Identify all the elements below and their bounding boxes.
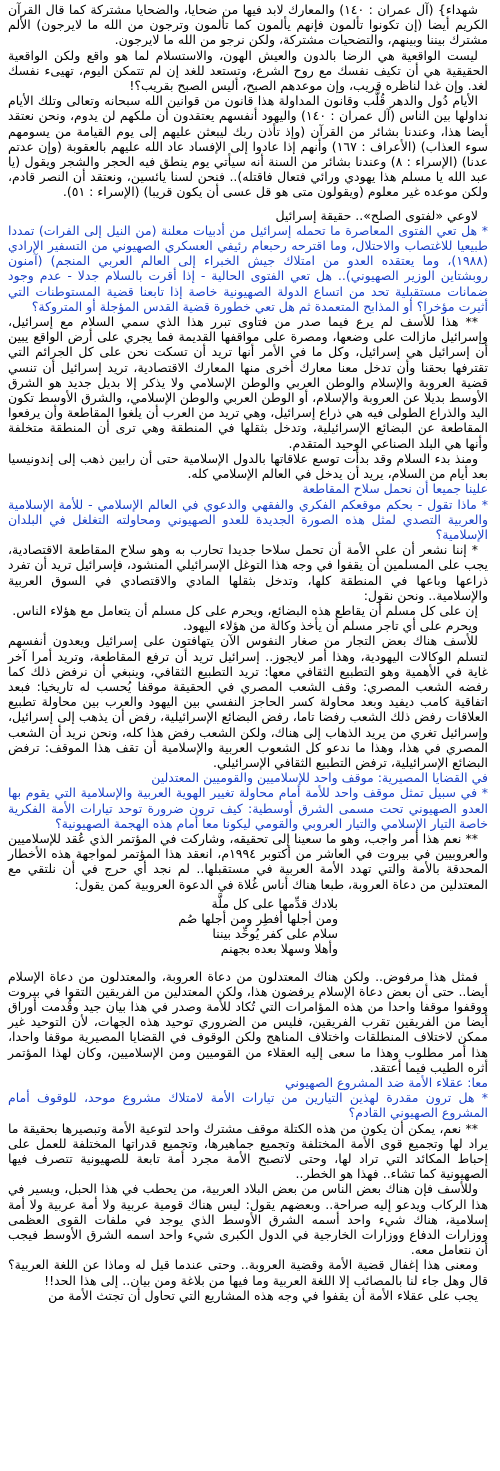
- body-paragraph: إن على كل مسلم أن يقاطع هذه البضائع، ويحرم على كل مسلم أن يتعامل مع هؤلاء الناس.: [12, 602, 478, 618]
- question-heading: * في سبيل تمثل موقف واحد للأمة أمام محاولة تغيير الهوية العربية والإسلامية التي يقوم بها العدو الصهيوني تحت مسمى الشرق أوسطية: كيف ترون ضرورة توحد تيارات الأمة الفكرية خاصة التيار الإسلامي والتيار العروبي والقومي ليكونا معا أمام هذه الهجمة الصهيونية؟: [8, 785, 488, 831]
- body-paragraph: شهداء} (آل عمران : ١٤٠) والمعارك لابد فيها من ضحايا، والضحايا مشتركة كما قال القرآن الكريم أيضا (إن تكونوا تألمون فإنهم يألمون كما تألمون وترجون من الله ما لايرجون) الألم مشترك بيننا وبينهم، والتضحيات مشتركة، ولكن نرجو من الله ما لايرجون.: [8, 2, 488, 48]
- body-paragraph: ** نعم، يمكن أن يكون من هذه الكتلة موقف مشترك واحد لتوعية الأمة وتبصيرها بحقيقة ما يراد لها وتجميع قوى الأمة المختلفة وتجميع جماهيرها، وتجميع قدراتها المختلفة للعمل على إحباط المكائد التي تراد لها، وحتى لاتصبح الأمة مجرد أمة تابعة للصهيونية تتصرف فيها الصهيونية كما تشاء.. فهذا هو الخطر..: [8, 1120, 488, 1182]
- body-paragraph: ** هذا للأسف لم يرع فيما صدر من فتاوى تبرر هذا الذي سمي السلام مع إسرائيل، وإسرائيل مازالت على وضعها، ومصرة على مواقفها القديمة فما يجري على أرض الواقع يبين أن إسرائيل هي إسرائيل، وكل ما في الأمر أنها تريد أن تسكت نحن على كل الجرائم التي تقترفها بحقنا وأن تدخل معنا معارك أخرى منها المعارك الاقتصادية، تريد إسرائيل أن تنسي قضية العروبة والإسلام والوطن العربي والوطن الإسلامي ولا يذكر إلا بديل جديد هو الشرق الأوسط بديلا عن العروبة والإسلام، أو الوطن العربي والوطن الإسلامي، والشرق الأوسط تكون اليد والذراع الطولى فيه هي ذراع إسرائيل، وهي تريد من العرب أن يلغوا المقاطعة وأن يرفعوا المقاطعة عن البضائع الإسرائيلية، وتدخل بثقلها في المنطقة وهي ترى أن المنطقة متخلفة وأنها هي البلد الصناعي الوحيد المتقدم.: [8, 314, 488, 451]
- question-heading: * هل تعي الفتوى المعاصرة ما تحمله إسرائيل من أدبيات معلنة (من النيل إلى الفرات) تمددا طبيعيا للاغتصاب والاحتلال، وما اقترحه رحبعام رئيفي العسكري الصهيوني من التسفير الإرادي (١٩٨٨)، وما يعتقده العدو من امتلاك جيش الخبراء إلى العالم العربي المنجم) (آمنون روبشتاين الوزير الصهيوني).. هل تعي الفتوى الحالية - إذا أقرت بالسلام جدلا - عدم وجود ضمانات مستقبلية تحد من اتساع الدولة الصهيونية خاصة إذا تابعنا قضية المستوطنات التي أثيرت مؤخرا؟ أو المذابح المتعمدة ثم هل تعي خطورة قضية القدس المؤجلة أو المتروكة؟: [8, 222, 488, 314]
- body-paragraph: ويحرم على أي تاجر مسلم أن يأخذ وكالة من هؤلاء اليهود.: [182, 618, 478, 634]
- spacer: [8, 961, 488, 969]
- body-paragraph: ليست الواقعية هي الرضا بالدون والعيش الهون، والاستسلام لما هو واقع ولكن الواقعية الحقيقية هي أن تكيف نفسك مع روح الشرع، وتستعد للغد إن لم تتمكن اليوم، تهيىء نفسك لغد. وإن غدا لناظره قريب، وإن موعدهم الصبح، أليس الصبح بقريب؟!: [8, 47, 488, 94]
- question-heading: * ماذا تقول - بحكم موقعكم الفكري والفقهي والدعوي في العالم الإسلامي - للأمة الإسلامية والعربية التصدي لمثل هذه الصورة الجديدة للعدو الصهيوني ومحاولته التغلغل في البلدان الإسلامية؟: [8, 496, 488, 542]
- spacer: [8, 200, 488, 208]
- body-paragraph: الأيام دُول والدهر قُلَّب وقانون المداولة هذا قانون من قوانين الله سبحانه وتعالى وتلك الأيام نداولها بين الناس (آل عمران : ١٤٠) واليهود أنفسهم يعتقدون أن ملكهم لن يدوم، ونحن نعتقد أيضا هذا، وعندنا بشائر من القرآن (وإذ تأذن ربك ليبعثن عليهم إلى يوم القيامة من يسومهم سوء العذاب) (الأعراف : ١٦٧) وأنهم إذا عادوا إلى الإفساد عاد الله عليهم بالعقوبة (وإن عدتم عدنا) (الإسراء : ٨) وعندنا بشائر من السنة أنه سيأتي يوم ينطق فيه الحجر والشجر ويقول (يا عبد الله يا مسلم هذا يهودي ورائي فتعال فاقتله).. فنحن لسنا يائسين، ونعتقد أن النصر قادم، ولكن موعده غير معلوم (ويقولون متى هو قل عسى أن يكون قريبا) (الإسراء : ٥١).: [8, 93, 489, 200]
- poem-line: ومن أجلها أفطِر ومن أجلها صُم: [178, 910, 338, 926]
- body-paragraph: وللأسف فإن هناك بعض الناس من بعض البلاد العربية، من يحطب في هذا الحبل، ويسير في هذا الركاب ويدعو إليه صراحة.. وبعضهم يقول: ليس هناك قومية عربية ولا أمة عربية ولا أمة إسلامية، هناك شيء واحد أسمه الشرق الأوسط الذي يوجد في ملفات القوى العظمى ووزارات الدفاع ووزارات الخارجية في الدول الكبرى شيء واحد اسمه الشرق الأوسط فيجب أن نتعامل معه.: [8, 1181, 488, 1258]
- body-paragraph: ** نعم هذا أمر واجب، وهو ما سعينا إلى تحقيقه، وشاركت في المؤتمر الذي عُقد للإسلاميين والعروبيين في بيروت في العاشر من أكتوبر ١٩٩٤م، انعقد هذا المؤتمر لمواجهة هذه الأخطار المحدقة بالأمة والتي تهدد الأمة العربية في مستقبلها.. لم نجد أي حرج في أن نلتقي مع المعتدلين من دعاة العروبة، طبعا هناك أناس غُلاة في الدعوة العروبية كمن يقول:: [8, 830, 488, 892]
- body-paragraph: للأسف هناك بعض التجار من صغار النفوس الآن يتهافتون على إسرائيل ويعدون أنفسهم لتسلم الوكالات اليهودية، وهذا أمر لايجوز.. إسرائيل تريد أن ترفع المقاطعة، وتريد أمرا آخر غاية في الأهمية وهو التطبيع الثقافي معها: تريد التطبيع الثقافي، وينبغي أن نرفض ذلك كما رفضه الشعب المصري: وقف الشعب المصري في الحقيقة موقفا يُحسب له تاريخيا: فبعد اتفاقية كامب ديفيد وبعد محاولة كسر الحاجز النفسي بين اليهود والعرب بين محاولة تطبيع العلاقات رفض ذلك الشعب رفضا تاما، رفض البضائع الإسرائيلية، رفض أن يذهب إلى إسرائيل، وإسرائيل تغري من يريد الذهاب إلى هناك، ولكن الشعب رفض هذا كله، ونحن نريد أن الشعب المصري في هذا، وهذا ما ندعو كل الشعوب العربية والإسلامية أن تقف هذا الموقف: ترفض البضائع الإسرائيلية، ترفض التطبيع الثقافي الإسرائيلي.: [8, 633, 488, 770]
- question-heading: في القضايا المصيرية: موقف واحد للإسلاميين والقوميين المعتدلين: [151, 770, 488, 786]
- body-paragraph: ومعنى هذا إغفال قضية الأمة وقضية العروبة.. وحتى عندما قيل له وماذا عن اللغة العربية؟ قال وهل جاء لنا بالمصائب إلا اللغة العربية وما فيها من بلاغة ومن بيان.. إلى هذا الحد!!: [8, 1257, 488, 1288]
- question-heading: * هل ترون مقدرة لهذين التيارين من تيارات الأمة لامتلاك مشروع موحد، للوقوف أمام المشروع الصهيوني القادم؟: [8, 1090, 488, 1121]
- poem-line: سلام على كفر يُوحِّد بيننا: [212, 926, 338, 942]
- question-heading: معا: عقلاء الأمة ضد المشروع الصهيوني: [285, 1075, 488, 1091]
- question-heading: علينا جميعا أن نحمل سلاح المقاطعة: [302, 481, 488, 497]
- poem-verse: [8, 896, 488, 957]
- body-paragraph: يجب على عقلاء الأمة أن يقفوا في وجه هذه المشاريع التي تحاول أن تجتث الأمة من: [48, 1287, 478, 1303]
- body-paragraph: * إننا نشعر أن على الأمة أن تحمل سلاحا جديدا تحارب به وهو سلاح المقاطعة الاقتصادية، يجب على المسلمين أن يقفوا في وجه هذا التوغل الإسرائيلي المنشود، فإسرائيل تريد أن تفرد ذراعها وباعها في المنطقة كلها، وتدخل بثقلها المادي والاقتصادي في السوق العربية والإسلامية.. ونحن نقول:: [8, 542, 488, 603]
- poem-line: بلادك قدِّمها على كل ملَّة: [211, 895, 338, 911]
- body-paragraph: لاوعي «لفتوى الصلح».. حقيقة إسرائيل: [275, 207, 478, 223]
- body-paragraph: ومنذ بدء السلام وقد بدأت توسع علاقاتها بالدول الإسلامية حتى أن رابين ذهب إلى إندونيسيا بعد أيام من السلام، يريد أن يدخل في العالم الإسلامي كله.: [8, 450, 488, 482]
- body-paragraph: فمثل هذا مرفوض.. ولكن هناك المعتدلون من دعاة العروبة، والمعتدلون من دعاة الإسلام أيضا.. حتى أن بعض دعاة الإسلام يرفضون هذا، ولكن المعتدلين من الفريقين التقوا في بيروت ووقفوا موقفا واحدا من هذه المؤامرات التي تُكاد للأمة وصدر في هذا بيان جيد وقُدمت أوراق أيضا من الفريقين تقرب الفريقين، فليس من الضروري توحيد هذه الجهات، لأن التوحيد غير ممكن لاختلاف المنطلقات واختلاف المناهج ولكن الوقوف في القضايا المصيرية موقفا واحدا، هذا أمر مطلوب وهذا ما سعى إليه العقلاء من القوميين ومن الإسلاميين، وكان لهذا المؤتمر أثره الطيب فيما أعتقد.: [8, 968, 488, 1075]
- poem-line: وأهلا وسهلا بعده بجهنم: [220, 941, 338, 957]
